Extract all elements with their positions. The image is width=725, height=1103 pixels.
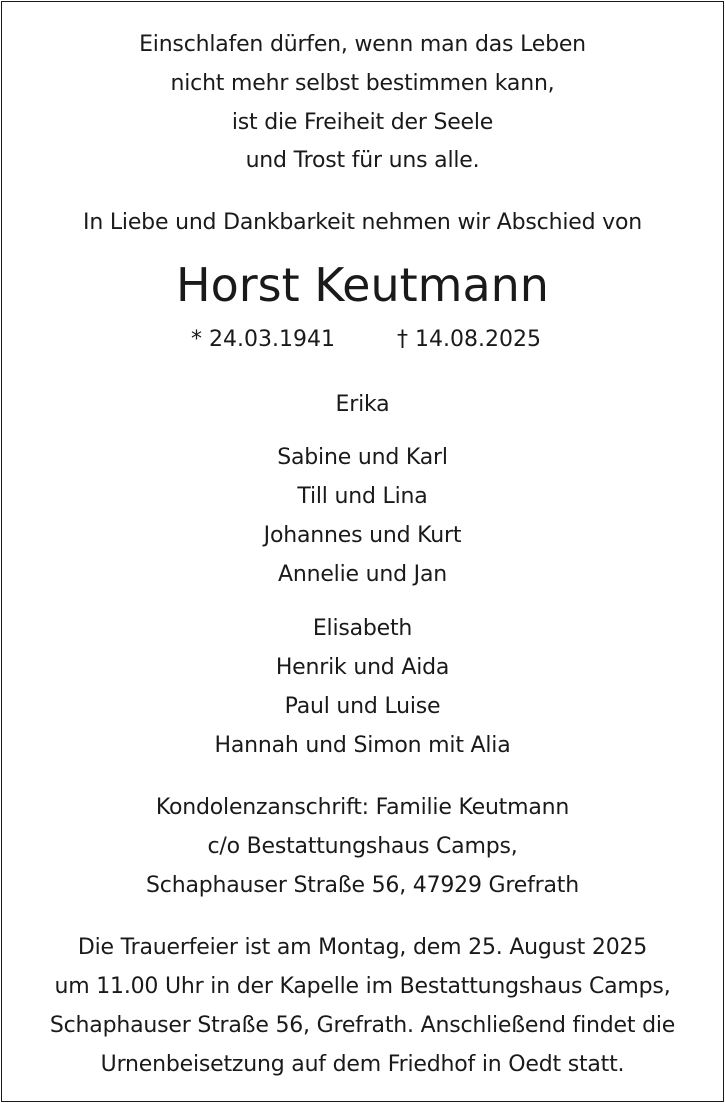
condolence-address-line: Schaphauser Straße 56, 47929 Grefrath: [146, 873, 579, 898]
obituary-notice: [1, 1, 724, 1102]
birth-date: * 24.03.1941: [191, 327, 335, 352]
poem-line: und Trost für uns alle.: [245, 148, 480, 173]
poem-line: nicht mehr selbst bestimmen kann,: [170, 71, 555, 96]
ceremony-info-line: Urnenbeisetzung auf dem Friedhof in Oedt statt.: [100, 1052, 625, 1077]
mourner-line: Paul und Luise: [284, 694, 441, 719]
ceremony-info-line: Schaphauser Straße 56, Grefrath. Anschließend findet die: [49, 1013, 676, 1038]
mourner-line: Annelie und Jan: [278, 562, 447, 587]
ceremony-info-line: um 11.00 Uhr in der Kapelle im Bestattungshaus Camps,: [54, 974, 671, 999]
life-dates: [2, 325, 723, 355]
spouse-name: Erika: [335, 392, 390, 417]
poem-line: Einschlafen dürfen, wenn man das Leben: [139, 32, 586, 57]
ceremony-info-line: Die Trauerfeier ist am Montag, dem 25. August 2025: [77, 935, 648, 960]
mourner-line: Sabine und Karl: [277, 445, 448, 470]
mourner-line: Hannah und Simon mit Alia: [214, 733, 511, 758]
mourner-line: Henrik und Aida: [275, 655, 450, 680]
poem-line: ist die Freiheit der Seele: [231, 110, 494, 135]
mourner-line: Till und Lina: [297, 484, 428, 509]
condolence-address-line: Kondolenzanschrift: Familie Keutmann: [155, 795, 570, 820]
deceased-name: Horst Keutmann: [176, 258, 549, 312]
condolence-address-line: c/o Bestattungshaus Camps,: [207, 834, 518, 859]
mourner-line: Johannes und Kurt: [263, 523, 462, 548]
intro-text: In Liebe und Dankbarkeit nehmen wir Abschied von: [83, 210, 642, 235]
death-date: † 14.08.2025: [397, 327, 541, 352]
mourner-line: Elisabeth: [312, 616, 413, 641]
